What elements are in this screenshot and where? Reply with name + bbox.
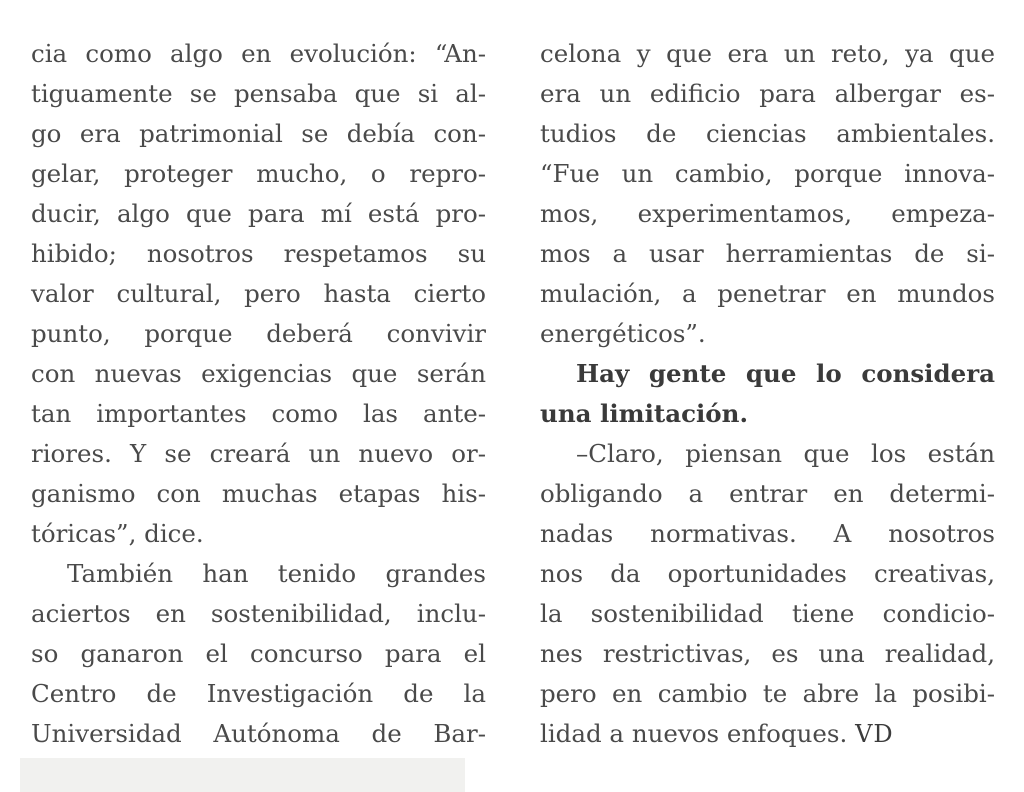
text-line: riores. Y se creará un nuevo or- [31, 439, 486, 468]
text-line: Universidad Autónoma de Bar- [31, 719, 486, 748]
text-line: tiguamente se pensaba que si al- [31, 79, 486, 108]
text-line: tan importantes como las ante- [31, 399, 486, 428]
text-line: energéticos”. [540, 319, 706, 348]
interview-answer-line: –Claro, piensan que los están [576, 439, 995, 468]
text-line: nadas normativas. A nosotros [540, 519, 995, 548]
text-line: ganismo con muchas etapas his- [31, 479, 486, 508]
text-line: valor cultural, pero hasta cierto [31, 279, 486, 308]
text-line: mos a usar herramientas de si- [540, 239, 995, 268]
text-line: pero en cambio te abre la posibi- [540, 679, 995, 708]
text-line: la sostenibilidad tiene condicio- [540, 599, 995, 628]
text-line: hibido; nosotros respetamos su [31, 239, 486, 268]
text-line: tudios de ciencias ambientales. [540, 119, 995, 148]
text-line: aciertos en sostenibilidad, inclu- [31, 599, 486, 628]
final-text-line [540, 714, 995, 754]
text-line: mos, experimentamos, empeza- [540, 199, 995, 228]
final-text: lidad a nuevos enfoques. [540, 719, 848, 748]
text-line: go era patrimonial se debía con- [31, 119, 486, 148]
text-line: nos da oportunidades creativas, [540, 559, 995, 588]
text-line: mulación, a penetrar en mundos [540, 279, 995, 308]
text-line: punto, porque deberá convivir [31, 319, 486, 348]
text-line: cia como algo en evolución: “An- [31, 39, 486, 68]
text-line: nes restrictivas, es una realidad, [540, 639, 995, 668]
paragraph-start-line: También han tenido grandes [67, 559, 486, 588]
text-line: con nuevas exigencias que serán [31, 359, 486, 388]
text-line: so ganaron el concurso para el [31, 639, 486, 668]
text-line: Centro de Investigación de la [31, 679, 486, 708]
text-line: ducir, algo que para mí está pro- [31, 199, 486, 228]
author-signature: VD [855, 720, 894, 748]
text-line: gelar, proteger mucho, o repro- [31, 159, 486, 188]
right-text-column [540, 34, 995, 754]
text-line: obligando a entrar en determi- [540, 479, 995, 508]
left-text-column [31, 34, 486, 754]
interview-question-line: Hay gente que lo considera [576, 359, 995, 388]
text-line: tóricas”, dice. [31, 519, 204, 548]
text-line: era un edificio para albergar es- [540, 79, 995, 108]
text-line: “Fue un cambio, porque innova- [540, 159, 995, 188]
interview-question-line: una limitación. [540, 399, 748, 428]
scan-edge [20, 758, 465, 792]
text-line: celona y que era un reto, ya que [540, 39, 995, 68]
